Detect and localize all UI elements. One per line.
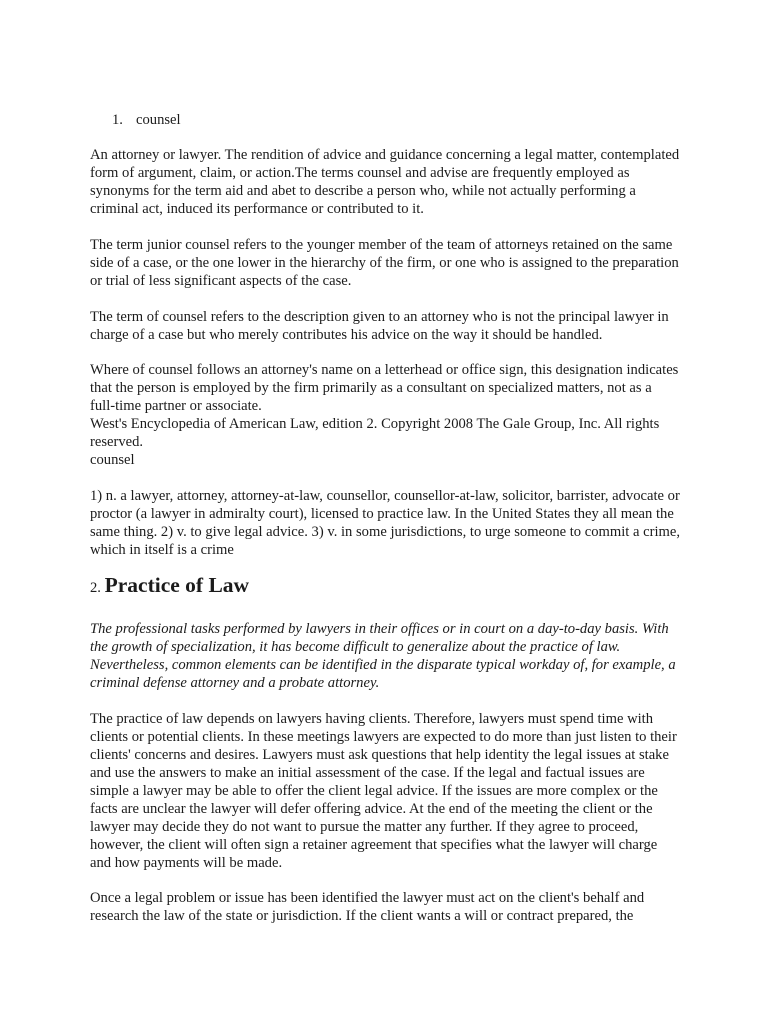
section-title: Practice of Law <box>104 573 250 597</box>
section-heading-practice-of-law <box>90 573 250 597</box>
source-citation: West's Encyclopedia of American Law, edition 2. Copyright 2008 The Gale Group, Inc. All rights reserved. <box>90 416 660 450</box>
paragraph-definition: An attorney or lawyer. The rendition of advice and guidance concerning a legal matter, contemplated form of argument, claim, or action.The terms counsel and advise are frequently employed as synonyms for the term aid and abet to describe a person who, while not actually performing a criminal act, induced its performance or contributed to it. <box>90 147 680 217</box>
document-body <box>90 0 680 1024</box>
paragraph-intro: The professional tasks performed by lawyers in their offices or in court on a day-to-day basis. With the growth of specialization, it has become difficult to generalize about the practice of law. Nevertheless, common elements can be identified in the disparate typical workday of, for example, a criminal defense attorney and a probate attorney. <box>90 621 676 691</box>
list-number: 1. <box>112 112 123 128</box>
paragraph-letterhead: Where of counsel follows an attorney's name on a letterhead or office sign, this designation indicates that the person is employed by the firm primarily as a consultant on specialized matters, not as a full-time partner or associate. <box>90 362 679 414</box>
list-item-counsel <box>112 111 181 129</box>
term-heading-2: counsel <box>90 452 135 468</box>
paragraph-clients: The practice of law depends on lawyers having clients. Therefore, lawyers must spend time with clients or potential clients. In these meetings lawyers are expected to do more than just listen to their clients' concerns and desires. Lawyers must ask questions that help identity the legal issues at stake and use the answers to make an initial assessment of the case. If the legal and factual issues are simple a lawyer may be able to offer the client legal advice. If the issues are more complex or the facts are unclear the lawyer will defer offering advice. At the end of the meeting the client or the lawyer may decide they do not want to pursue the matter any further. If they agree to proceed, however, the client will often sign a retainer agreement that specifies what the lawyer will charge and how payments will be made. <box>90 711 677 871</box>
paragraph-junior-counsel: The term junior counsel refers to the younger member of the team of attorneys retained on the same side of a case, or the one lower in the hierarchy of the firm, or one who is assigned to the preparation or trial of less significant aspects of the case. <box>90 237 679 289</box>
paragraph-of-counsel: The term of counsel refers to the description given to an attorney who is not the principal lawyer in charge of a case but who merely contributes his advice on the way it should be handled. <box>90 309 669 343</box>
paragraph-research: Once a legal problem or issue has been identified the lawyer must act on the client's behalf and research the law of the state or jurisdiction. If the client wants a will or contract prepared, the <box>90 890 645 924</box>
section-number: 2. <box>90 580 101 596</box>
term-heading: counsel <box>136 112 181 128</box>
paragraph-meanings: 1) n. a lawyer, attorney, attorney-at-law, counsellor, counsellor-at-law, solicitor, barrister, advocate or proctor (a lawyer in admiralty court), licensed to practice law. In the United States they all mean the same thing. 2) v. to give legal advice. 3) v. in some jurisdictions, to urge someone to commit a crime, which in itself is a crime <box>90 488 680 558</box>
